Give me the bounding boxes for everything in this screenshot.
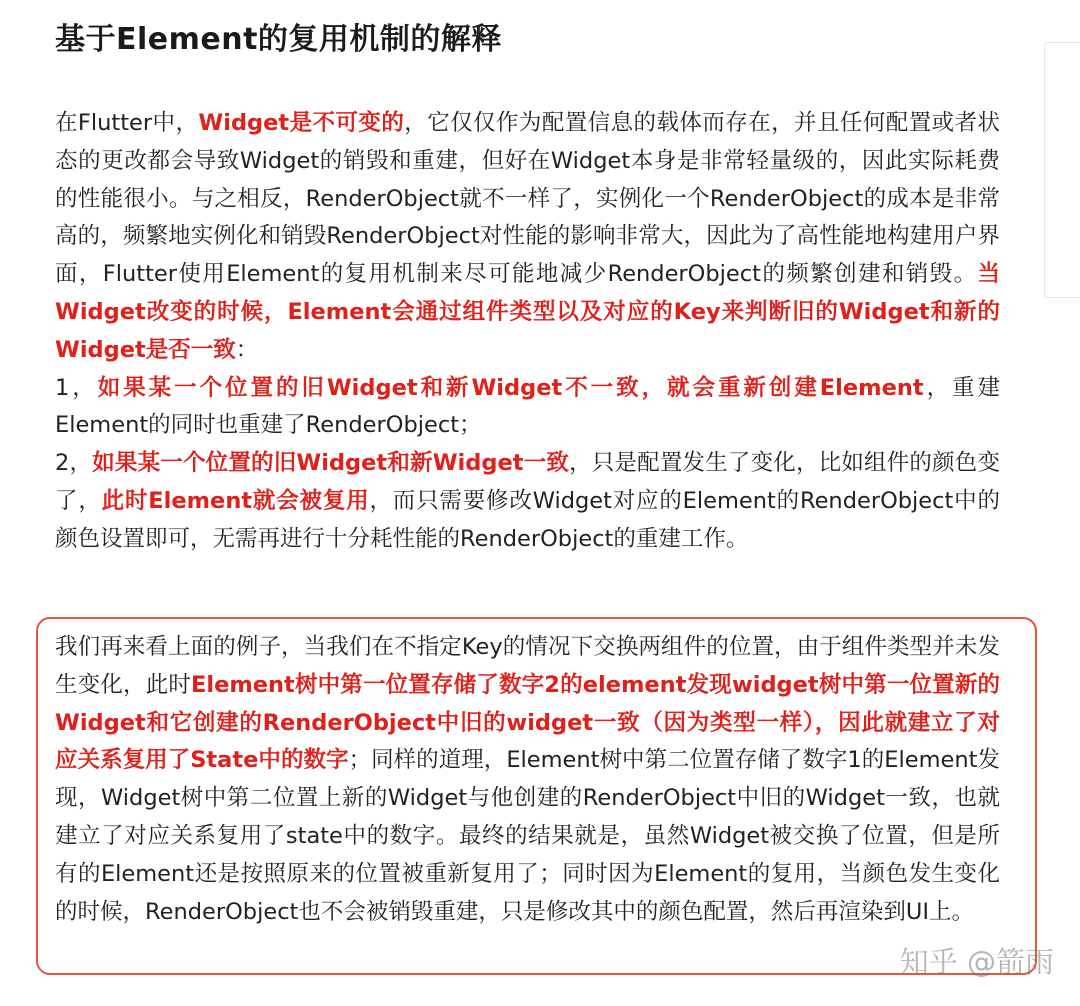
text-run: 我们再来看上面的例子，当我们在不指定Key的情况下交换两组件的位置，由于组件类型并未发生变化，此时 [55, 634, 1000, 698]
text-run: 2， [55, 450, 93, 477]
paragraph-case-2 [55, 445, 1000, 558]
text-run: 在Flutter中， [55, 110, 199, 136]
article [55, 0, 1000, 559]
highlight-text: Element树中第一位置存储了数字2的element发现widget树中第一位置新的Widget和它创建的RenderObject中旧的widget一致（因为类型一样），因此就建立了对应关系复用了State中的数字 [55, 671, 1000, 774]
side-panel [1044, 42, 1080, 298]
highlight-text: Widget是不可变的 [198, 110, 405, 136]
paragraph-intro [55, 105, 1000, 370]
highlight-text: 如果某一个位置的旧Widget和新Widget不一致，就会重新创建Element [97, 374, 924, 401]
watermark: 知乎 @箭雨 [899, 945, 1054, 979]
highlight-text: 当Widget改变的时候，Element会通过组件类型以及对应的Key来判断旧的Widget和新的Widget是否一致 [55, 261, 1000, 363]
text-run: 1， [55, 374, 98, 401]
callout-paragraph [55, 629, 1000, 931]
text-run: ，而只需要修改Widget对应的Element的RenderObject中的颜色设置即可，无需再进行十分耗性能的RenderObject的重建工作。 [55, 487, 1000, 552]
article-title: 基于Element的复用机制的解释 [55, 22, 502, 57]
paragraph-case-1 [55, 370, 1000, 446]
text-run: ： [235, 336, 259, 363]
text-run: ，它仅仅作为配置信息的载体而存在，并且任何配置或者状态的更改都会导致Widget的销毁和重建，但好在Widget本身是非常轻量级的，因此实际耗费的性能很小。与之相反，RenderObject就不一样了，实例化一个RenderObject的成本是非常高的，频繁地实例化和销毁RenderObject对性能的影响非常大，因此为了高性能地构建用户界面，Flutter使用Element的复用机制来尽可能地减少RenderObject的频繁创建和销毁。 [55, 110, 1000, 288]
highlight-text: 此时Element就会被复用 [101, 487, 370, 514]
text-run: ，重建Element的同时也重建了RenderObject； [55, 374, 1000, 439]
callout-box [36, 617, 1037, 975]
text-run: ；同样的道理，Element树中第二位置存储了数字1的Element发现，Widget树中第二位置上新的Widget与他创建的RenderObject中旧的Widget一致，也就建立了对应关系复用了state中的数字。最终的结果就是，虽然Widget被交换了位置，但是所有的Element还是按照原来的位置被重新复用了；同时因为Element的复用，当颜色发生变化的时候，RenderObject也不会被销毁重建，只是修改其中的颜色配置，然后再渲染到UI上。 [55, 747, 1000, 925]
text-run: ，只是配置发生了变化，比如组件的颜色变了， [55, 450, 1000, 514]
highlight-text: 如果某一个位置的旧Widget和新Widget一致 [92, 450, 570, 477]
